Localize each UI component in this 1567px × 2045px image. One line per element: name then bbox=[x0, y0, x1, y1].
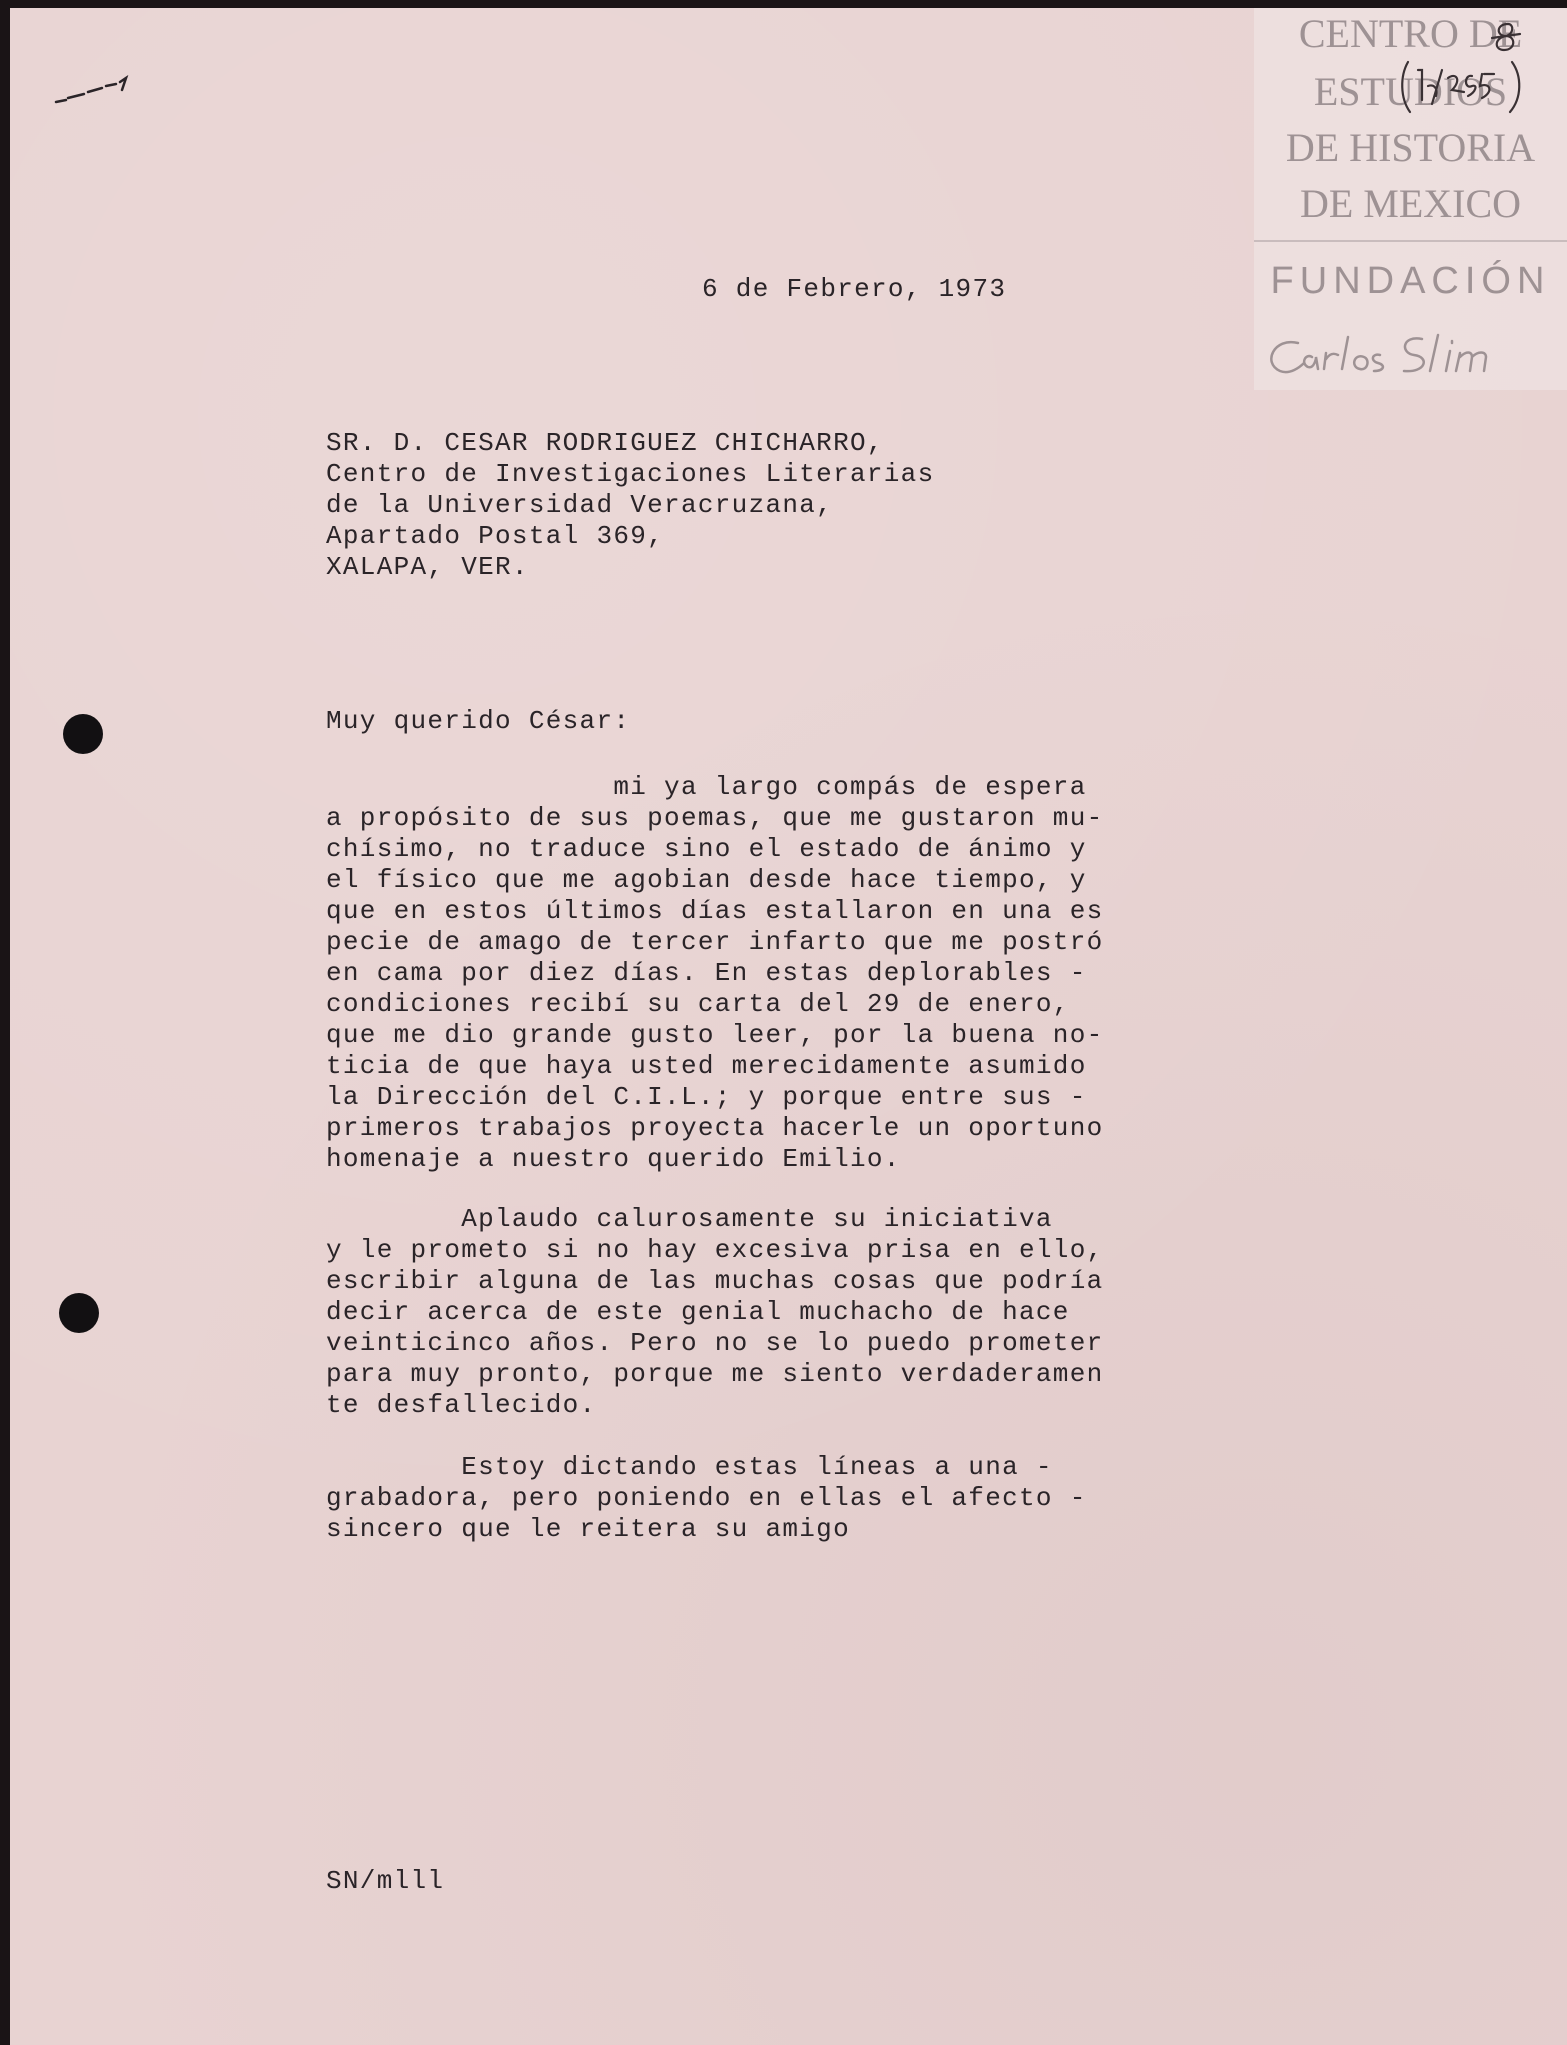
body-line: Aplaudo calurosamente su iniciativa bbox=[326, 1204, 1053, 1234]
body-line: pecie de amago de tercer infarto que me postró bbox=[326, 927, 1104, 957]
body-line: escribir alguna de las muchas cosas que podría bbox=[326, 1266, 1104, 1296]
stamp-foundation: FUNDACIÓN bbox=[1270, 260, 1551, 302]
punch-hole-top bbox=[63, 714, 103, 754]
handwritten-number bbox=[1486, 20, 1526, 56]
recipient-line: Apartado Postal 369, bbox=[326, 521, 665, 551]
pencil-mark bbox=[54, 70, 142, 110]
body-line: la Dirección del C.I.L.; y porque entre sus - bbox=[326, 1082, 1087, 1112]
recipient-address bbox=[326, 428, 935, 583]
body-line: que me dio grande gusto leer, por la buena no- bbox=[326, 1020, 1104, 1050]
body-line: y le prometo si no hay excesiva prisa en ello, bbox=[326, 1235, 1104, 1265]
body-line: chísimo, no traduce sino el estado de ánimo y bbox=[326, 834, 1087, 864]
body-paragraph-2 bbox=[326, 1204, 1104, 1421]
body-line: que en estos últimos días estallaron en una es bbox=[326, 896, 1104, 926]
body-line: te desfallecido. bbox=[326, 1390, 597, 1420]
body-line: veinticinco años. Pero no se lo puedo prometer bbox=[326, 1328, 1104, 1358]
stamp-line-2: ESTUDIOS bbox=[1313, 69, 1508, 114]
letter-date: 6 de Febrero, 1973 bbox=[702, 274, 1007, 304]
letter-page bbox=[10, 8, 1567, 2045]
body-line: el físico que me agobian desde hace tiempo, y bbox=[326, 865, 1087, 895]
body-line: decir acerca de este genial muchacho de hace bbox=[326, 1297, 1070, 1327]
recipient-line: de la Universidad Veracruzana, bbox=[326, 490, 834, 520]
body-line: ticia de que haya usted merecidamente asumido bbox=[326, 1051, 1087, 1081]
body-paragraph-1 bbox=[326, 772, 1104, 1175]
body-line: sincero que le reitera su amigo bbox=[326, 1514, 850, 1544]
punch-hole-bottom bbox=[59, 1293, 99, 1333]
body-line: Estoy dictando estas líneas a una - bbox=[326, 1452, 1053, 1482]
recipient-line: Centro de Investigaciones Literarias bbox=[326, 459, 935, 489]
stamp-line-3: DE HISTORIA bbox=[1285, 125, 1536, 170]
foundation-signature-logo bbox=[1254, 323, 1567, 383]
body-line: condiciones recibí su carta del 29 de enero, bbox=[326, 989, 1070, 1019]
handwritten-reference bbox=[1398, 56, 1528, 116]
stamp-line-4: DE MEXICO bbox=[1299, 181, 1522, 226]
body-line: homenaje a nuestro querido Emilio. bbox=[326, 1144, 901, 1174]
body-line: en cama por diez días. En estas deplorables - bbox=[326, 958, 1087, 988]
salutation: Muy querido César: bbox=[326, 706, 631, 736]
recipient-line: SR. D. CESAR RODRIGUEZ CHICHARRO, bbox=[326, 428, 884, 458]
body-line: a propósito de sus poemas, que me gustaron mu- bbox=[326, 803, 1104, 833]
body-line: mi ya largo compás de espera bbox=[326, 772, 1087, 802]
body-line: para muy pronto, porque me siento verdaderamen bbox=[326, 1359, 1104, 1389]
body-line: grabadora, pero poniendo en ellas el afecto - bbox=[326, 1483, 1087, 1513]
body-line: primeros trabajos proyecta hacerle un oportuno bbox=[326, 1113, 1104, 1143]
stamp-divider bbox=[1254, 240, 1567, 242]
reference-initials: SN/mlll bbox=[326, 1866, 445, 1896]
recipient-line: XALAPA, VER. bbox=[326, 552, 529, 582]
stamp-line-1: CENTRO DE bbox=[1298, 11, 1523, 56]
body-paragraph-3 bbox=[326, 1452, 1087, 1545]
